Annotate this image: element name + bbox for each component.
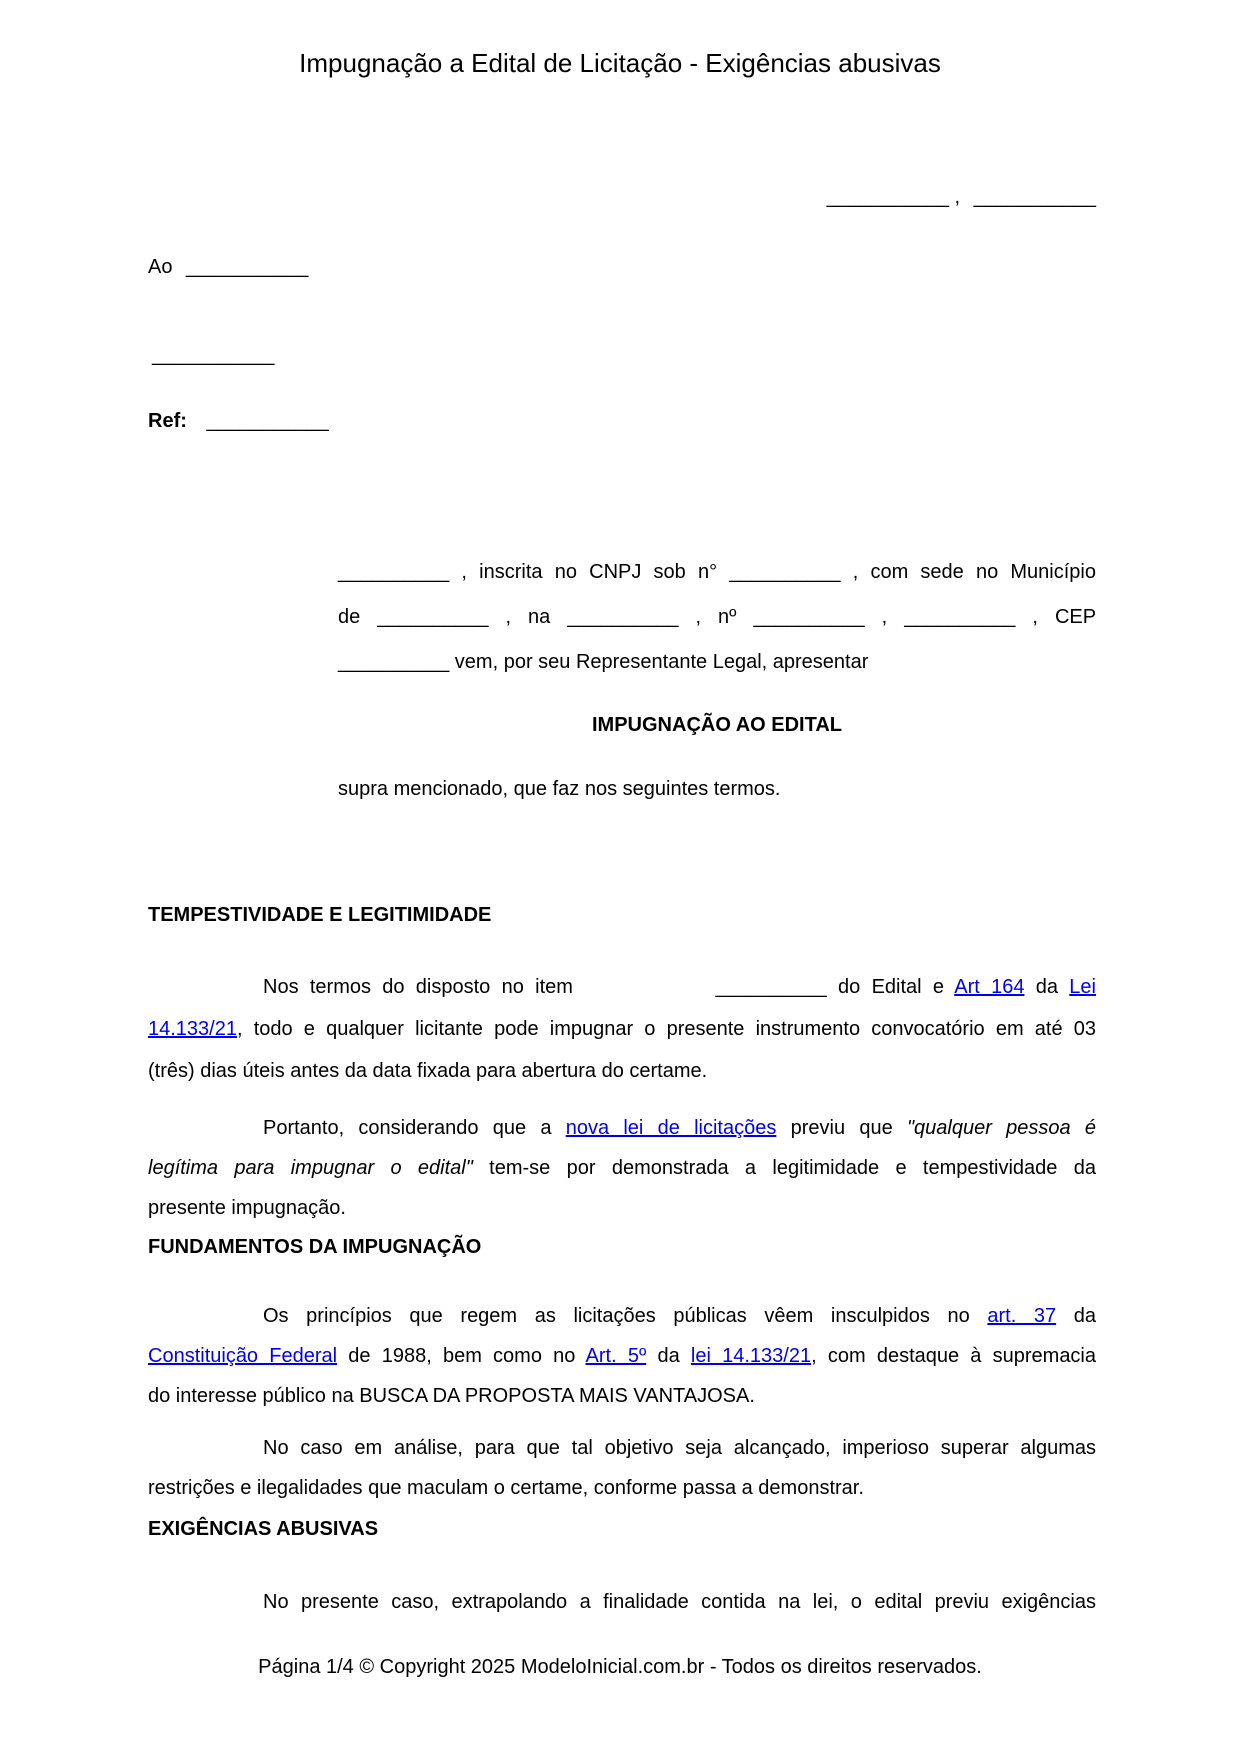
text-line xyxy=(148,1428,1096,1468)
link-lei-14133[interactable]: lei 14.133/21 xyxy=(690,1345,812,1367)
company-name-blank-field: __________ xyxy=(338,561,450,583)
edital-heading: IMPUGNAÇÃO AO EDITAL xyxy=(592,714,842,736)
text-line xyxy=(338,595,1096,640)
text-run: , xyxy=(505,606,512,628)
text-line xyxy=(148,1108,1096,1148)
cep-blank-field: __________ xyxy=(338,651,450,673)
text-run: restrições e ilegalidades que maculam o certame, conforme passa a demonstrar. xyxy=(148,1477,864,1499)
text-run: de xyxy=(338,606,361,628)
district-blank-field: __________ xyxy=(904,606,1016,628)
link-constituicao-federal[interactable]: Constituição Federal xyxy=(148,1345,338,1367)
text-line xyxy=(148,1296,1096,1336)
text-run: Os princípios que regem as licitações públicas vêem insculpidos no xyxy=(263,1305,970,1327)
addressee-blank-field: ___________ xyxy=(186,256,309,278)
section-heading-exigencias: EXIGÊNCIAS ABUSIVAS xyxy=(148,1518,379,1540)
text-run: na xyxy=(528,606,551,628)
text-line xyxy=(148,1468,1096,1508)
text-run: presente impugnação. xyxy=(148,1197,346,1219)
standalone-blank-field: ___________ xyxy=(152,344,275,366)
text-run: previu que xyxy=(790,1117,893,1139)
text-run: de 1988, bem como no xyxy=(348,1345,576,1367)
text-run: , xyxy=(1032,606,1038,628)
quoted-text-run: legítima para impugnar o edital" xyxy=(148,1157,473,1179)
addressee-label: Ao xyxy=(148,256,173,278)
paragraph-fundamentos-1 xyxy=(148,1296,1096,1416)
text-line xyxy=(148,1376,1096,1416)
page-footer: Página 1/4 © Copyright 2025 ModeloInicial.com.br - Todos os direitos reservados. xyxy=(258,1656,982,1678)
text-run: nº xyxy=(718,606,737,628)
text-line xyxy=(338,550,1096,595)
text-run: da xyxy=(657,1345,680,1367)
text-run: do interesse público na BUSCA DA PROPOSTA MAIS VANTAJOSA. xyxy=(148,1385,755,1407)
paragraph-exigencias-1 xyxy=(148,1582,1096,1622)
place-date-line xyxy=(148,186,1096,209)
number-blank-field: __________ xyxy=(753,606,865,628)
city-blank-field: __________ xyxy=(377,606,489,628)
text-run: do Edital e xyxy=(838,976,945,998)
text-line xyxy=(338,640,1096,685)
reference-line xyxy=(148,410,1096,433)
text-run: , xyxy=(881,606,888,628)
street-blank-field: __________ xyxy=(567,606,679,628)
text-run: Portanto, considerando que a xyxy=(263,1117,552,1139)
paragraph-tempestividade-2 xyxy=(148,1108,1096,1228)
text-run: , todo e qualquer licitante pode impugnar o presente instrumento convocatório em até 03 xyxy=(236,1018,1096,1040)
text-run: Nos termos do disposto no item xyxy=(263,976,573,998)
text-line xyxy=(148,1582,1096,1622)
text-line xyxy=(148,1008,1096,1050)
standalone-blank-line xyxy=(152,344,1096,367)
text-run: tem-se por demonstrada a legitimidade e tempestividade da xyxy=(489,1157,1097,1179)
text-run: da xyxy=(1035,976,1058,998)
document-title: Impugnação a Edital de Licitação - Exigências abusivas xyxy=(299,48,941,78)
text-line xyxy=(148,1188,1096,1228)
link-art-37[interactable]: art. 37 xyxy=(987,1305,1057,1327)
section-heading-tempestividade: TEMPESTIVIDADE E LEGITIMIDADE xyxy=(148,904,492,926)
text-run: No caso em análise, para que tal objetivo seja alcançado, imperioso superar algumas xyxy=(263,1437,1096,1459)
reference-blank-field: ___________ xyxy=(206,410,329,432)
link-lei-14133-head[interactable]: Lei xyxy=(1069,976,1096,998)
paragraph-tempestividade-1 xyxy=(148,966,1096,1092)
dateline-comma: , xyxy=(954,186,961,208)
place-blank-field: ___________ xyxy=(826,186,949,208)
text-line xyxy=(148,1148,1096,1188)
section-heading-fundamentos: FUNDAMENTOS DA IMPUGNAÇÃO xyxy=(148,1236,482,1258)
text-run: , com destaque à supremacia xyxy=(811,1345,1097,1367)
link-art-5[interactable]: Art. 5º xyxy=(585,1345,647,1367)
link-lei-14133-tail[interactable]: 14.133/21 xyxy=(148,1018,237,1040)
text-line xyxy=(148,1050,1096,1092)
reference-label: Ref: xyxy=(148,410,187,432)
cnpj-blank-field: __________ xyxy=(729,561,841,583)
party-qualification-paragraph xyxy=(338,550,1096,685)
item-blank-field: __________ xyxy=(715,976,827,998)
text-line xyxy=(148,966,1096,1008)
text-run: CEP xyxy=(1054,606,1097,628)
text-run: da xyxy=(1073,1305,1097,1327)
link-nova-lei-licitacoes[interactable]: nova lei de licitações xyxy=(565,1117,777,1139)
text-run: (três) dias úteis antes da data fixada para abertura do certame. xyxy=(148,1060,708,1082)
link-art-164[interactable]: Art 164 xyxy=(954,976,1025,998)
text-run: , com sede no Município xyxy=(852,561,1096,583)
paragraph-fundamentos-2 xyxy=(148,1428,1096,1508)
text-run: vem, por seu Representante Legal, apresentar xyxy=(454,651,869,673)
quoted-text-run: "qualquer pessoa é xyxy=(906,1117,1096,1139)
addressee-line xyxy=(148,256,1096,279)
date-blank-field: ___________ xyxy=(973,186,1096,208)
text-line xyxy=(148,1336,1096,1376)
text-run: , inscrita no CNPJ sob n° xyxy=(461,561,718,583)
text-run: No presente caso, extrapolando a finalidade contida na lei, o edital previu exigências xyxy=(263,1591,1096,1613)
text-run: , xyxy=(695,606,702,628)
supra-line: supra mencionado, que faz nos seguintes termos. xyxy=(338,778,781,800)
